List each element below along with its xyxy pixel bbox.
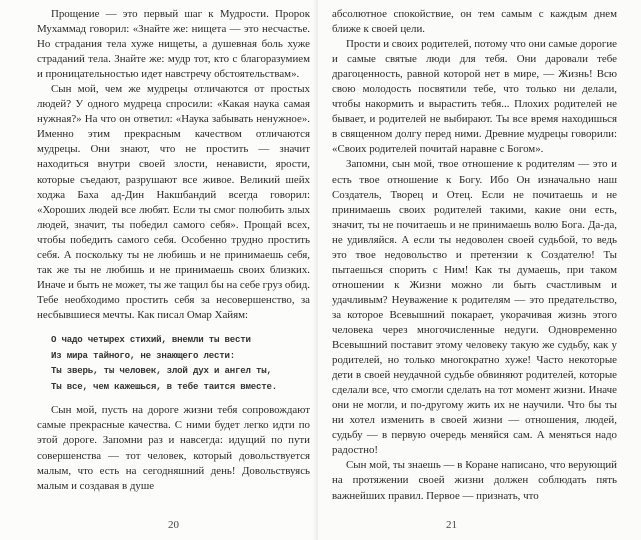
poem-line: О чадо четырех стихий, внемли ты вести: [51, 333, 251, 345]
poem-line: Ты зверь, ты человек, злой дух и ангел ты,: [51, 365, 272, 377]
paragraph: Запомни, сын мой, твое отношение к родителям — это и есть твое отношение к Богу. Ибо Он изначально наш Создатель, Творец и Отец. Если не почитаешь и не принимаешь своих родителей такими, какие они есть, значит, ты не почитаешь и не принимаешь волю Бога. Да-да, не удивляйся. А если ты недоволен своей судьбой, то ведь это твое недовольство и претензии к Создателю! Ты пытаешься спорить с Ним! Как ты думаешь, при таком отношении к Жизни можно ли быть счастливым и удачливым? Неуважение к родителям — это предательство, за которое Всевышний покарает, укорачивая жизнь этого человека через многочисленные недуги. Одновременно Всевышний поставит этому человеку такую же судьбу, как у родителей, но только многократно хуже! Часто некоторые дети в своей неудачной судьбе обвиняют родителей, которые сделали все, что смогли сделать на тот момент жизни. Иначе они не могли, и по-другому жить их не научили. Что бы ты ни хотел изменить в своей жизни — отношения, людей, судьбу — в первую очередь меняйся сам. А меняться надо радостно!: [332, 158, 617, 457]
paragraph: Сын мой, ты знаешь — в Коране написано, что верующий на протяжении своей жизни должен соблюдать пять важнейших правил. Первое — признать, что: [332, 459, 617, 502]
poem-line: Ты все, чем кажешься, в тебе таится вместе.: [51, 380, 278, 392]
left-page: [0, 0, 318, 540]
paragraph: Сын мой, пусть на дороге жизни тебя сопровождают самые прекрасные качества. С ними будет легко идти по этой дороге. Запомни раз и навсегда: идущий по пути совершенства — тот человек, который довольствуется малым, что есть на сегодняшний день! Довольствуясь малым и создавая в душе: [37, 404, 310, 492]
poem-line: Из мира тайного, не знающего лести:: [51, 349, 235, 361]
paragraph: Прости и своих родителей, потому что они самые дорогие и самые святые люди для тебя. Они даровали тебе драгоценность, равной которой нет в мире, — Жизнь! Всю свою молодость посвятили тебе, что только ни делали, чтобы накормить и вырастить тебя... Плохих родителей не бывает, и родителей не выбирают. Ты все время находишься в священном долгу перед ними. Древние мудрецы говорили: «Своих родителей почитай наравне с Богом».: [332, 38, 617, 156]
paragraph: Сын мой, чем же мудрецы отличаются от простых людей? У одного мудреца спросили: «Какая наука самая нужная?» На что он ответил: «Наука забывать ненужное». Именно этим прекрасным качеством отличаются мудрецы. Они знают, что не простить — значит находиться внутри своей злости, ненависти, ярости, которые съедают, разрушают все живое. Великий шейх ходжа Баха ад-Дин Накшбандий всегда говорил: «Хороших людей все любят. Если ты смог полюбить злых людей, значит, ты победил самого себя». Прощай всех, чтобы победить самого себя. Особенно трудно простить себя. А поскольку ты не любишь и не принимаешь себя, так же ты не любишь и не принимаешь своих близких. Иначе и быть не может, ты же тащил бы на себе груз обид. Тебе необходимо простить себя за несовершенство, за несбывшиеся мечты. Как писал Омар Хайям:: [37, 83, 310, 321]
paragraph: абсолютное спокойствие, он тем самым с каждым днем ближе к своей цели.: [332, 8, 617, 36]
page-number: 21: [446, 519, 457, 531]
paragraph: Прощение — это первый шаг к Мудрости. Пророк Мухаммад говорил: «Знайте же: нищета — это несчастье. Но страдания тела хуже нищеты, а душевная боль хуже страданий тела. Знайте же: мудр тот, кто с благоразумием и проницательностью идет навстречу обстоятельствам».: [37, 8, 310, 81]
page-number: 20: [168, 519, 179, 531]
right-page: [318, 0, 641, 540]
poem-quote: [51, 332, 310, 394]
